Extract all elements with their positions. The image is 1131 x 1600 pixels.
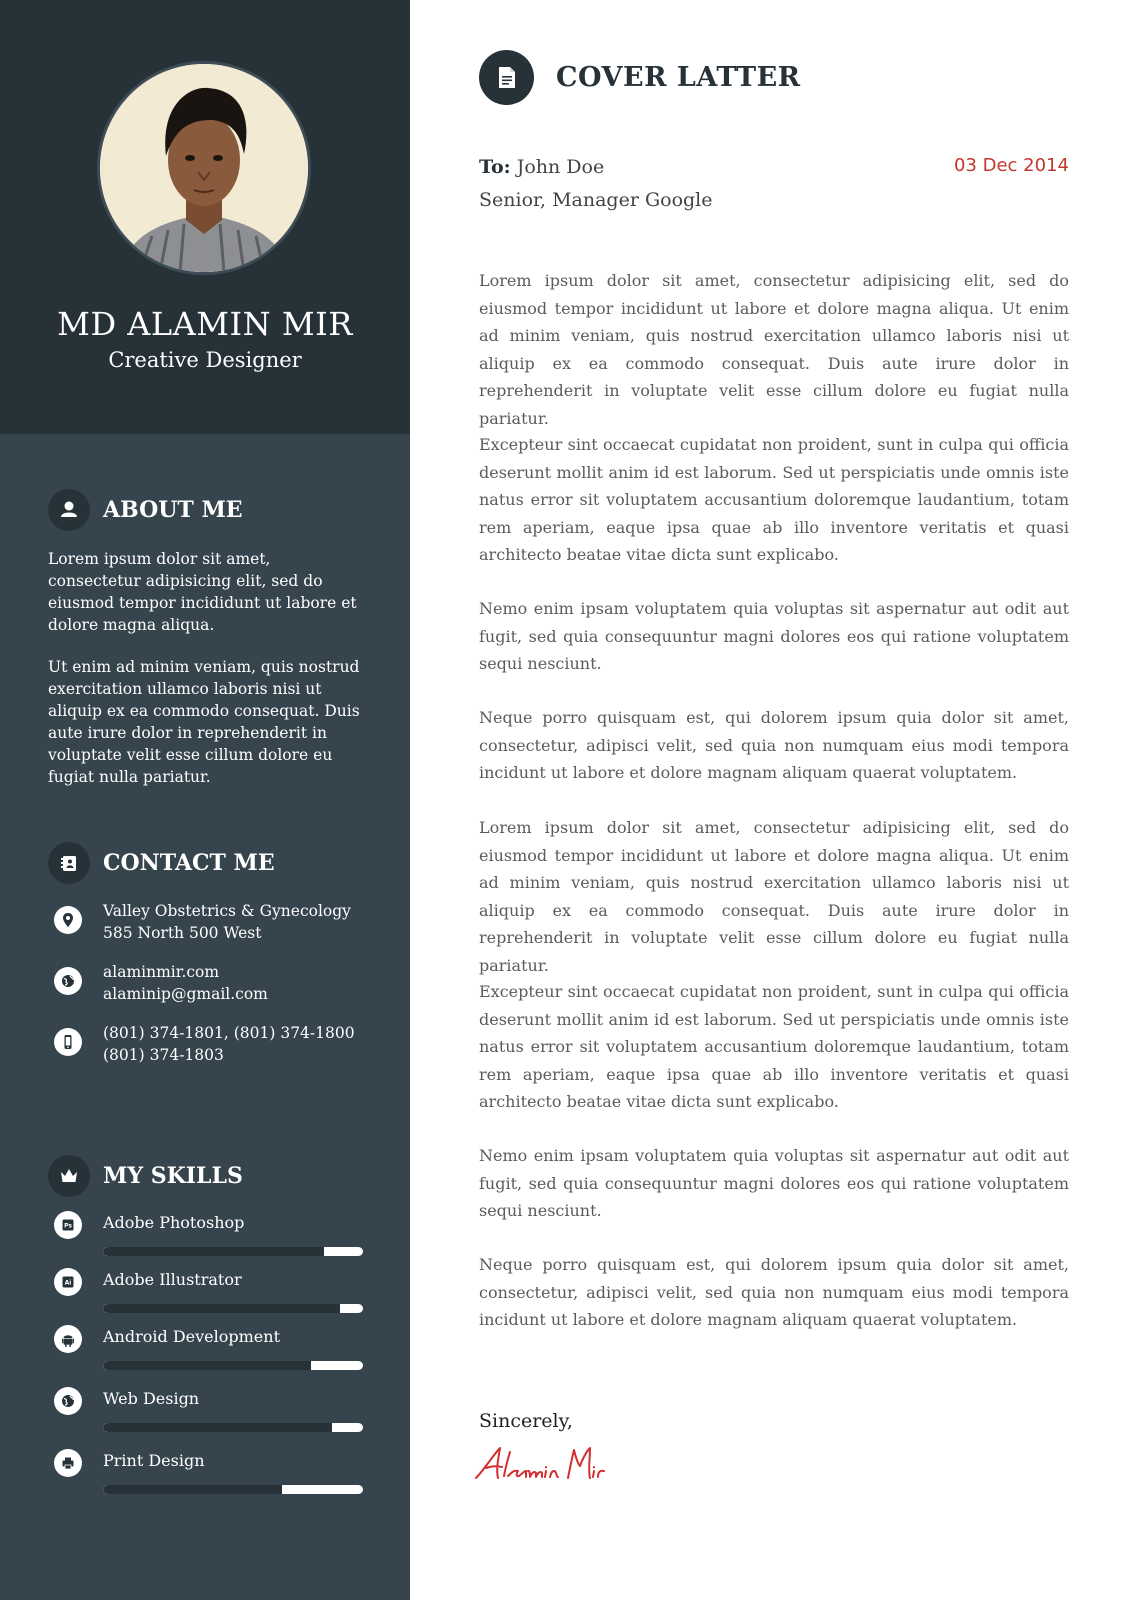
profile-role: Creative Designer (108, 348, 302, 372)
skills-section-header (48, 1155, 378, 1197)
svg-text:Ps: Ps (64, 1222, 72, 1230)
letter-paragraph-3: Nemo enim ipsam voluptatem quia voluptas sit aspernatur aut odit aut fugit, sed quia consequuntur magni dolores eos qui ratione voluptatem sequi nesciunt. (479, 599, 1069, 673)
printer-icon (54, 1449, 82, 1477)
letter-title: COVER LATTER (556, 62, 801, 93)
contact-address (48, 902, 378, 948)
contact-title: CONTACT ME (103, 850, 275, 876)
letter-paragraph-1: Lorem ipsum dolor sit amet, consectetur adipisicing elit, sed do eiusmod tempor incididunt ut labore et dolore magna aliqua. Ut enim ad minim veniam, quis nostrud exercitation ullamco laboris nisi ut aliquip ex ea commodo consequat. Duis aute irure dolor in reprehenderit in voluptate velit esse cillum dolore eu fugiat nulla pariatur. (479, 271, 1069, 428)
user-icon (48, 489, 90, 531)
skill-item (48, 1449, 368, 1505)
about-paragraph-2: Ut enim ad minim veniam, quis nostrud exercitation ullamco laboris nisi ut aliquip ex ea commodo consequat. Duis aute irure dolor in reprehenderit in voluptate velit esse cillum dolore eu fugiat nulla pariatur. (48, 658, 360, 786)
contact-email[interactable]: alaminip@gmail.com (103, 985, 268, 1003)
recipient-line (479, 156, 604, 178)
contact-phone-line-1: (801) 374-1801, (801) 374-1800 (103, 1024, 355, 1042)
signature (472, 1440, 612, 1490)
contact-address-line-2: 585 North 500 West (103, 924, 262, 942)
location-pin-icon (54, 906, 82, 934)
letter-paragraph-4: Neque porro quisquam est, qui dolorem ipsum quia dolor sit amet, consectetur, adipisci velit, sed quia non numquam eius modi tempora incidunt ut labore et dolore magnam aliquam quaerat voluptatem. (479, 708, 1069, 782)
crown-icon (48, 1155, 90, 1197)
skill-progress-fill (103, 1423, 332, 1432)
sidebar (0, 0, 410, 1600)
skill-item (48, 1211, 368, 1267)
skills-title: MY SKILLS (103, 1163, 243, 1189)
skill-label: Print Design (103, 1451, 205, 1470)
skill-label: Android Development (103, 1327, 280, 1346)
skill-progress-fill (103, 1304, 340, 1313)
letter-paragraph-8: Neque porro quisquam est, qui dolorem ipsum quia dolor sit amet, consectetur, adipisci velit, sed quia non numquam eius modi tempora incidunt ut labore et dolore magnam aliquam quaerat voluptatem. (479, 1255, 1069, 1329)
letter-date: 03 Dec 2014 (954, 155, 1069, 176)
recipient-label: To: (479, 156, 511, 178)
address-book-icon (48, 842, 90, 884)
globe-icon (54, 967, 82, 995)
document-icon (479, 50, 534, 105)
about-paragraph-1: Lorem ipsum dolor sit amet, consectetur adipisicing elit, sed do eiusmod tempor incididunt ut labore et dolore magna aliqua. (48, 550, 357, 634)
svg-text:Ai: Ai (64, 1279, 72, 1287)
recipient-name: John Doe (516, 156, 605, 178)
skill-label: Web Design (103, 1389, 200, 1408)
skill-progress-bar (103, 1485, 363, 1494)
about-title: ABOUT ME (103, 497, 243, 523)
skill-progress-bar (103, 1361, 363, 1370)
globe-icon (54, 1387, 82, 1415)
contact-phone (48, 1024, 378, 1070)
skill-progress-fill (103, 1485, 282, 1494)
letter-paragraph-6: Excepteur sint occaecat cupidatat non proident, sunt in culpa qui officia deserunt mollit anim id est laborum. Sed ut perspiciatis unde omnis iste natus error sit voluptatem accusantium doloremque laudantium, totam rem aperiam, eaque ipsa quae ab illo inventore veritatis et quasi architecto beatae vitae dicta sunt explicabo. (479, 982, 1069, 1111)
letter-closing: Sincerely, (479, 1410, 573, 1432)
photoshop-icon (54, 1211, 82, 1239)
mobile-phone-icon (54, 1028, 82, 1056)
skill-progress-bar (103, 1247, 363, 1256)
skill-label: Adobe Photoshop (103, 1213, 245, 1232)
letter-paragraph-5: Lorem ipsum dolor sit amet, consectetur adipisicing elit, sed do eiusmod tempor incididunt ut labore et dolore magna aliqua. Ut enim ad minim veniam, quis nostrud exercitation ullamco laboris nisi ut aliquip ex ea commodo consequat. Duis aute irure dolor in reprehenderit in voluptate velit esse cillum dolore eu fugiat nulla pariatur. (479, 818, 1069, 975)
profile-photo (97, 61, 311, 275)
contact-address-line-1: Valley Obstetrics & Gynecology (103, 902, 351, 920)
skill-progress-bar (103, 1304, 363, 1313)
profile-header (0, 0, 410, 434)
skill-progress-fill (103, 1361, 311, 1370)
contact-website[interactable]: alaminmir.com (103, 963, 220, 981)
illustrator-icon (54, 1268, 82, 1296)
skill-progress-bar (103, 1423, 363, 1432)
letter-paragraph-7: Nemo enim ipsam voluptatem quia voluptas sit aspernatur aut odit aut fugit, sed quia consequuntur magni dolores eos qui ratione voluptatem sequi nesciunt. (479, 1146, 1069, 1220)
about-section-header (48, 489, 378, 531)
skill-item (48, 1387, 368, 1443)
contact-phone-line-2: (801) 374-1803 (103, 1046, 224, 1064)
recipient-position: Senior, Manager Google (479, 189, 713, 211)
letter-paragraph-2: Excepteur sint occaecat cupidatat non proident, sunt in culpa qui officia deserunt mollit anim id est laborum. Sed ut perspiciatis unde omnis iste natus error sit voluptatem accusantium doloremque laudantium, totam rem aperiam, eaque ipsa quae ab illo inventore veritatis et quasi architecto beatae vitae dicta sunt explicabo. (479, 435, 1069, 564)
contact-section-header (48, 842, 378, 884)
skill-item (48, 1268, 368, 1324)
skill-label: Adobe Illustrator (103, 1270, 242, 1289)
profile-name: MD ALAMIN MIR (57, 305, 353, 343)
skill-progress-fill (103, 1247, 324, 1256)
android-icon (54, 1325, 82, 1353)
skill-item (48, 1325, 368, 1381)
contact-web (48, 963, 378, 1009)
